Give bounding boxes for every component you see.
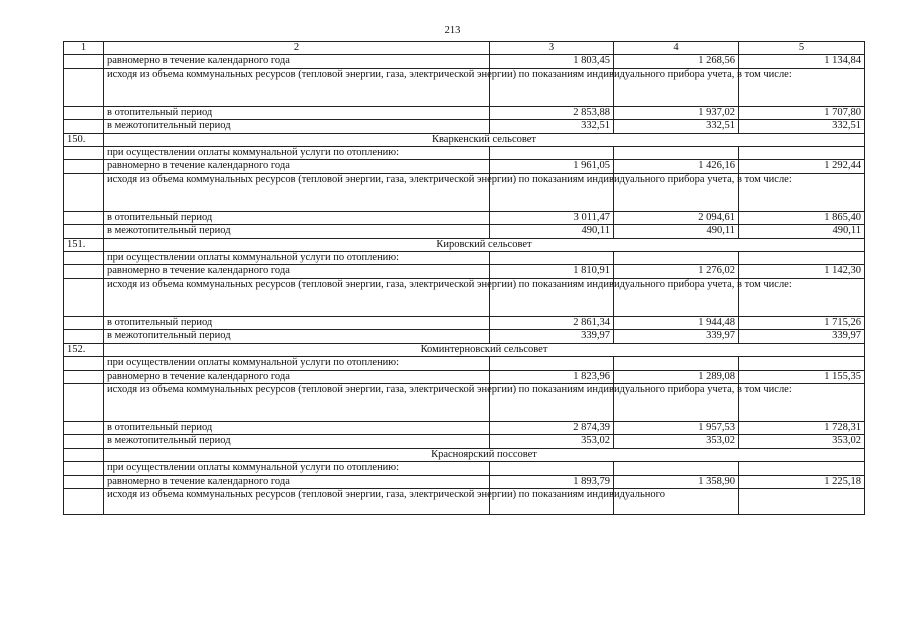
row-number [64,421,104,434]
value-c3: 1 810,91 [490,265,614,278]
table-row [64,370,865,383]
value-c3: 353,02 [490,435,614,448]
value-c3 [490,252,614,265]
value-c3 [490,357,614,370]
table-row [64,488,865,514]
row-number: 150. [64,133,104,146]
row-number [64,488,104,514]
table-row [64,160,865,173]
value-c5 [739,357,865,370]
section-title: Красноярский поссовет [104,448,865,461]
row-number [64,265,104,278]
value-c4: 1 276,02 [614,265,739,278]
header-col-5: 5 [739,42,865,55]
row-description: в межотопительный период [104,120,490,133]
table-row [64,173,865,211]
value-c3: 2 853,88 [490,106,614,119]
value-c3: 332,51 [490,120,614,133]
table-row [64,265,865,278]
table-row [64,211,865,224]
header-col-4: 4 [614,42,739,55]
table-row [64,383,865,421]
row-number: 152. [64,343,104,356]
table-row [64,68,865,106]
row-number [64,252,104,265]
row-number [64,370,104,383]
row-number [64,173,104,211]
row-number [64,147,104,160]
row-number [64,475,104,488]
row-number [64,357,104,370]
section-row [64,133,865,146]
value-c5: 353,02 [739,435,865,448]
row-description: равномерно в течение календарного года [104,475,490,488]
section-title: Коминтерновский сельсовет [104,343,865,356]
row-description: при осуществлении оплаты коммунальной услуги по отоплению: [104,357,490,370]
table-row [64,462,865,475]
row-description: в межотопительный период [104,435,490,448]
row-description: исходя из объема коммунальных ресурсов (тепловой энергии, газа, электрической энергии) по показаниям индивидуального [104,488,490,514]
row-number [64,106,104,119]
tariff-table [63,41,865,515]
value-c4: 1 944,48 [614,316,739,329]
row-description: в отопительный период [104,211,490,224]
header-row [64,42,865,55]
row-number [64,211,104,224]
row-number [64,435,104,448]
row-description: при осуществлении оплаты коммунальной услуги по отоплению: [104,147,490,160]
value-c5 [739,252,865,265]
section-row [64,238,865,251]
value-c4: 332,51 [614,120,739,133]
table-row [64,278,865,316]
row-description: равномерно в течение календарного года [104,55,490,68]
value-c5: 1 134,84 [739,55,865,68]
row-number [64,278,104,316]
page-number: 213 [444,25,461,36]
value-c5: 339,97 [739,330,865,343]
row-number [64,462,104,475]
row-description: исходя из объема коммунальных ресурсов (тепловой энергии, газа, электрической энергии) по показаниям индивидуального прибора учета, в том числе: [104,68,490,106]
row-number [64,316,104,329]
table-body [64,55,865,515]
row-number [64,68,104,106]
row-description: при осуществлении оплаты коммунальной услуги по отоплению: [104,252,490,265]
table-row [64,357,865,370]
row-description: исходя из объема коммунальных ресурсов (тепловой энергии, газа, электрической энергии) по показаниям индивидуального прибора учета, в том числе: [104,173,490,211]
table-row [64,330,865,343]
value-c4 [614,147,739,160]
value-c3: 2 874,39 [490,421,614,434]
row-number [64,330,104,343]
row-number: 151. [64,238,104,251]
row-number [64,448,104,461]
value-c5: 1 142,30 [739,265,865,278]
section-title: Кировский сельсовет [104,238,865,251]
value-c4: 339,97 [614,330,739,343]
table-row [64,120,865,133]
value-c5 [739,488,865,514]
value-c4: 1 957,53 [614,421,739,434]
value-c4: 1 268,56 [614,55,739,68]
section-row [64,343,865,356]
value-c4: 1 937,02 [614,106,739,119]
table-row [64,225,865,238]
value-c5: 1 715,26 [739,316,865,329]
value-c4: 353,02 [614,435,739,448]
section-row [64,448,865,461]
row-description: исходя из объема коммунальных ресурсов (тепловой энергии, газа, электрической энергии) по показаниям индивидуального прибора учета, в том числе: [104,278,490,316]
value-c5 [739,147,865,160]
value-c5: 1 728,31 [739,421,865,434]
row-description: в межотопительный период [104,330,490,343]
value-c3: 1 803,45 [490,55,614,68]
value-c3: 339,97 [490,330,614,343]
header-col-2: 2 [104,42,490,55]
value-c5: 1 225,18 [739,475,865,488]
value-c3: 1 823,96 [490,370,614,383]
table-row [64,147,865,160]
row-number [64,120,104,133]
value-c3: 3 011,47 [490,211,614,224]
value-c4 [614,462,739,475]
value-c3: 2 861,34 [490,316,614,329]
value-c4: 1 289,08 [614,370,739,383]
value-c4: 1 426,16 [614,160,739,173]
value-c4: 2 094,61 [614,211,739,224]
section-title: Кваркенский сельсовет [104,133,865,146]
value-c5: 1 292,44 [739,160,865,173]
table-row [64,106,865,119]
value-c5: 1 865,40 [739,211,865,224]
value-c3: 1 961,05 [490,160,614,173]
table-row [64,421,865,434]
value-c3: 1 893,79 [490,475,614,488]
row-description: в отопительный период [104,316,490,329]
row-number [64,225,104,238]
value-c4 [614,252,739,265]
row-description: в отопительный период [104,106,490,119]
value-c3 [490,462,614,475]
row-description: в межотопительный период [104,225,490,238]
row-description: равномерно в течение календарного года [104,160,490,173]
value-c3 [490,147,614,160]
row-description: равномерно в течение календарного года [104,265,490,278]
row-description: в отопительный период [104,421,490,434]
table-row [64,475,865,488]
value-c5: 332,51 [739,120,865,133]
value-c3: 490,11 [490,225,614,238]
value-c4: 1 358,90 [614,475,739,488]
value-c5: 1 155,35 [739,370,865,383]
row-number [64,160,104,173]
header-col-1: 1 [64,42,104,55]
header-col-3: 3 [490,42,614,55]
row-description: исходя из объема коммунальных ресурсов (тепловой энергии, газа, электрической энергии) по показаниям индивидуального прибора учета, в том числе: [104,383,490,421]
value-c5: 490,11 [739,225,865,238]
value-c4 [614,357,739,370]
table-row [64,435,865,448]
table-row [64,316,865,329]
table-row [64,55,865,68]
row-description: равномерно в течение календарного года [104,370,490,383]
value-c4: 490,11 [614,225,739,238]
table-row [64,252,865,265]
value-c5: 1 707,80 [739,106,865,119]
row-number [64,383,104,421]
value-c5 [739,462,865,475]
row-number [64,55,104,68]
row-description: при осуществлении оплаты коммунальной услуги по отоплению: [104,462,490,475]
